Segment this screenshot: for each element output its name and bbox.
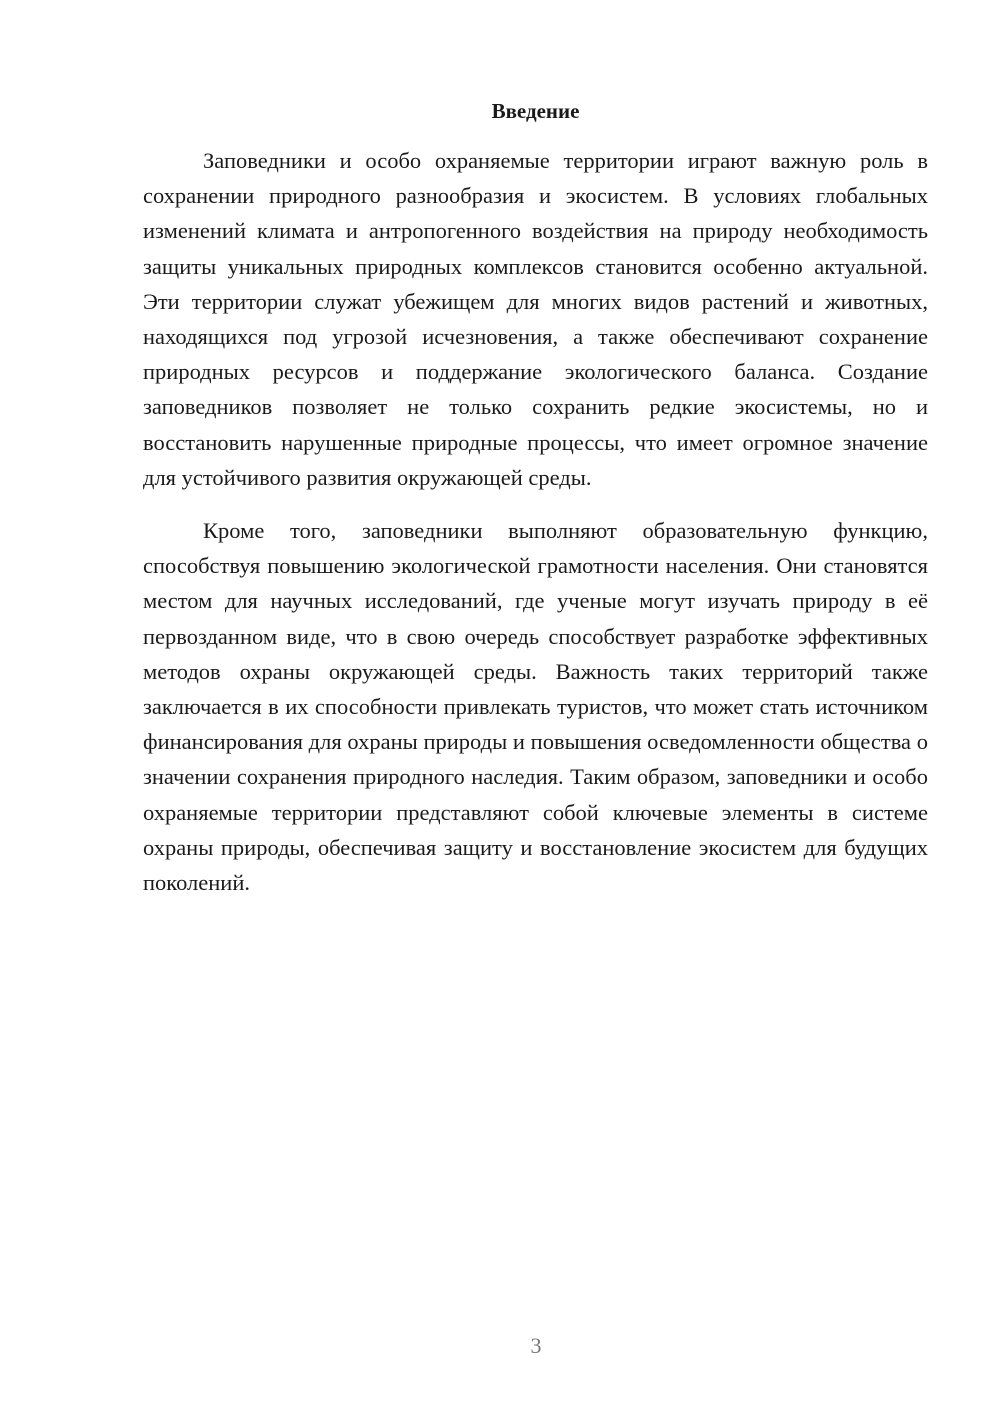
page-number: 3 [530, 1333, 542, 1358]
paragraph-1: Заповедники и особо охраняемые территории играют важную роль в сохранении природного разнообразия и экосистем. В условиях глобальных изменений климата и антропогенного воздействия на природу необходимость защиты уникальных природных комплексов становится особенно актуальной. Эти территории служат убежищем для многих видов растений и животных, находящихся под угрозой исчезновения, а также обеспечивают сохранение природных ресурсов и поддержание экологического баланса. Создание заповедников позволяет не только сохранить редкие экосистемы, но и восстановить нарушенные природные процессы, что имеет огромное значение для устойчивого развития окружающей среды. [143, 148, 928, 490]
body-text [143, 143, 928, 900]
paragraph-2: Кроме того, заповедники выполняют образовательную функцию, способствуя повышению экологической грамотности населения. Они становятся местом для научных исследований, где ученые могут изучать природу в её первозданном виде, что в свою очередь способствует разработке эффективных методов охраны окружающей среды. Важность таких территорий также заключается в их способности привлекать туристов, что может стать источником финансирования для охраны природы и повышения осведомленности общества о значении сохранения природного наследия. Таким образом, заповедники и особо охраняемые территории представляют собой ключевые элементы в системе охраны природы, обеспечивая защиту и восстановление экосистем для будущих поколений. [143, 518, 928, 896]
section-title: Введение [491, 99, 580, 123]
